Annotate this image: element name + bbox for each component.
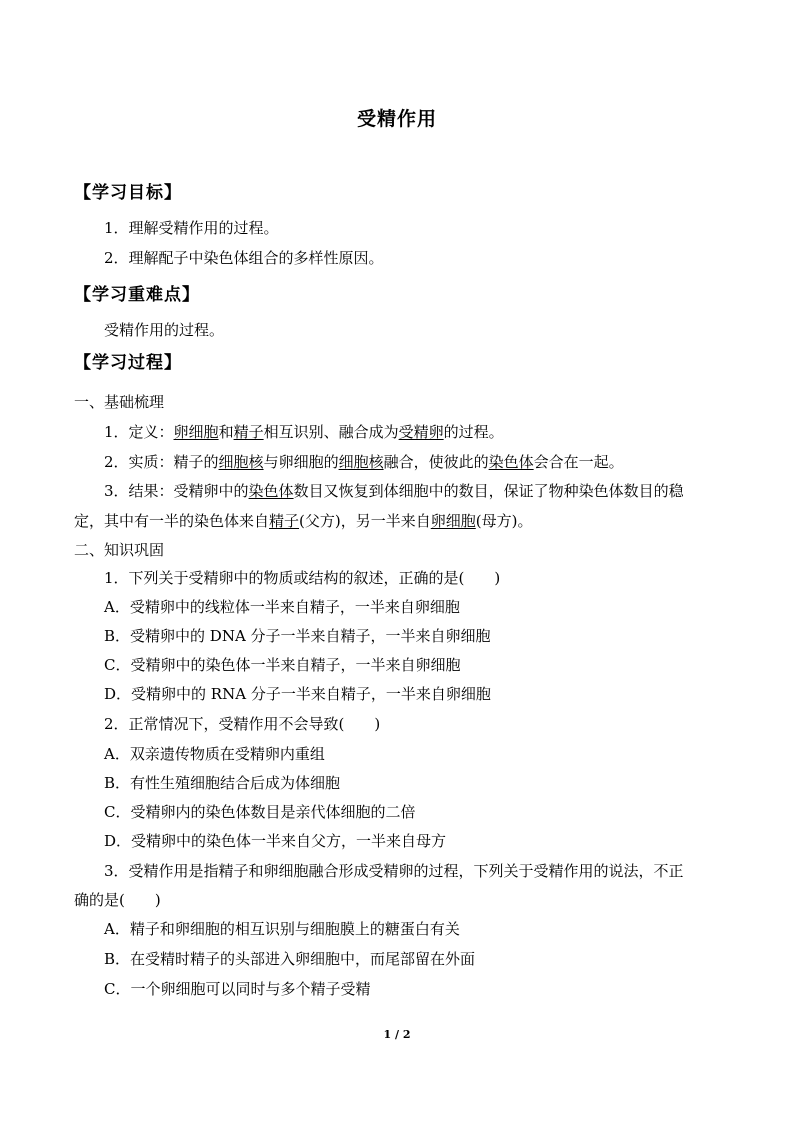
question-option: C．一个卵细胞可以同时与多个精子受精: [104, 980, 371, 998]
blank-answer: 精子: [233, 423, 264, 441]
essence-line: 2．实质：精子的细胞核与卵细胞的细胞核融合，使彼此的染色体会合在一起。: [104, 453, 624, 471]
question-option: B．有性生殖细胞结合后成为体细胞: [104, 774, 341, 792]
question-option: C．受精卵中的染色体一半来自精子，一半来自卵细胞: [104, 656, 461, 674]
blank-answer: 细胞核: [218, 453, 264, 471]
definition-line: 1．定义：卵细胞和精子相互识别、融合成为受精卵的过程。: [104, 423, 504, 441]
section-heading-objectives: 【学习目标】: [74, 183, 182, 203]
blank-answer: 卵细胞: [173, 423, 219, 441]
question-option: B．在受精时精子的头部进入卵细胞中，而尾部留在外面: [104, 950, 476, 968]
section-heading-key-points: 【学习重难点】: [74, 285, 200, 305]
question-option: D．受精卵中的 RNA 分子一半来自精子，一半来自卵细胞: [104, 685, 491, 703]
blank-answer: 受精卵: [398, 423, 444, 441]
blank-answer: 染色体: [248, 482, 294, 500]
question-stem: 2．正常情况下，受精作用不会导致( ): [104, 715, 381, 733]
question-option: B．受精卵中的 DNA 分子一半来自精子，一半来自卵细胞: [104, 627, 491, 645]
question-option: A．精子和卵细胞的相互识别与细胞膜上的糖蛋白有关: [104, 920, 460, 938]
question-option: D．受精卵中的染色体一半来自父方，一半来自母方: [104, 832, 447, 850]
key-point-text: 受精作用的过程。: [104, 321, 225, 339]
question-stem: 3．受精作用是指精子和卵细胞融合形成受精卵的过程，下列关于受精作用的说法，不正: [104, 862, 684, 880]
objective-item: 2．理解配子中染色体组合的多样性原因。: [104, 249, 384, 267]
question-option: C．受精卵内的染色体数目是亲代体细胞的二倍: [104, 803, 416, 821]
part1-heading: 一、基础梳理: [74, 393, 165, 411]
blank-answer: 精子: [269, 512, 300, 530]
question-stem-continued: 确的是( ): [74, 891, 161, 909]
result-line-continued: 定，其中有一半的染色体来自精子(父方)，另一半来自卵细胞(母方)。: [74, 512, 533, 530]
part2-heading: 二、知识巩固: [74, 541, 165, 559]
question-option: A．受精卵中的线粒体一半来自精子，一半来自卵细胞: [104, 598, 460, 616]
blank-answer: 染色体: [488, 453, 534, 471]
page-title: 受精作用: [356, 108, 437, 130]
result-line: 3．结果：受精卵中的染色体数目又恢复到体细胞中的数目，保证了物种染色体数目的稳: [104, 482, 684, 500]
page-number: 1 / 2: [383, 1028, 411, 1041]
blank-answer: 卵细胞: [430, 512, 476, 530]
question-option: A．双亲遗传物质在受精卵内重组: [104, 745, 325, 763]
objective-item: 1．理解受精作用的过程。: [104, 219, 279, 237]
question-stem: 1．下列关于受精卵中的物质或结构的叙述，正确的是( ): [104, 569, 501, 587]
blank-answer: 细胞核: [338, 453, 384, 471]
section-heading-process: 【学习过程】: [74, 353, 182, 373]
